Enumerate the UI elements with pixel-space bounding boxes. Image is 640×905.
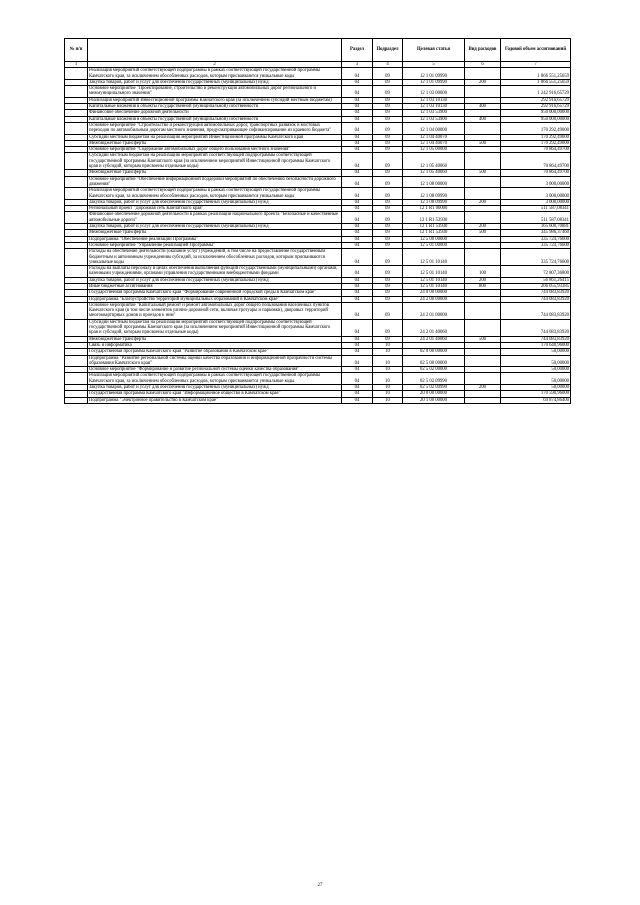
cell-name: Государственная программа Камчатского края "Развитие образования в Камчатском крае" xyxy=(88,349,342,355)
cell-target: 12 1 05 40060 xyxy=(403,153,465,170)
cell-target: 12 1 08 09990 xyxy=(403,199,465,205)
cell-razdel: 04 xyxy=(342,230,373,236)
cell-razdel: 04 xyxy=(342,110,373,116)
cell-vid: 500 xyxy=(465,336,501,342)
column-number: 3 xyxy=(342,62,373,68)
cell-razdel: 04 xyxy=(342,97,373,103)
cell-podrazdel: 09 xyxy=(373,283,403,289)
column-number: 7 xyxy=(501,62,571,68)
cell-razdel: 04 xyxy=(342,104,373,110)
cell-podrazdel: 09 xyxy=(373,242,403,248)
cell-amount: 3 000,00000 xyxy=(501,176,571,188)
cell-name: Расходы на выплаты персоналу в целях обеспечения выполнения функций государственными (муниципальными) органами, казенными учреждениями, органами управления государственными внебюджетными фондами xyxy=(88,266,342,278)
cell-vid xyxy=(465,373,501,385)
cell-name: Закупка товаров, работ и услуг для обеспечения государственных (муниципальных) нужд xyxy=(88,79,342,85)
cell-target: 12 1 03 10130 xyxy=(403,104,465,110)
cell-podrazdel: 09 xyxy=(373,147,403,153)
cell-amount: 744 083,83920 xyxy=(501,336,571,342)
cell-podrazdel: 09 xyxy=(373,153,403,170)
cell-podrazdel: 09 xyxy=(373,212,403,224)
budget-sheet xyxy=(64,38,570,404)
cell-amount: 50,00000 xyxy=(501,367,571,373)
cell-target: 02 5 02 09990 xyxy=(403,373,465,385)
table-row xyxy=(65,153,571,170)
column-number: 6 xyxy=(465,62,501,68)
cell-num xyxy=(65,68,88,80)
cell-vid: 400 xyxy=(465,116,501,122)
table-row xyxy=(65,302,571,319)
cell-razdel: 04 xyxy=(342,336,373,342)
cell-amount: 70 864,49700 xyxy=(501,147,571,153)
cell-amount: 3 000,00000 xyxy=(501,188,571,200)
cell-amount: 511 587,08341 xyxy=(501,206,571,212)
cell-vid xyxy=(465,176,501,188)
cell-num xyxy=(65,153,88,170)
cell-razdel: 04 xyxy=(342,290,373,296)
page-number: 27 xyxy=(317,883,323,888)
cell-num xyxy=(65,373,88,385)
cell-target: 02 0 00 00000 xyxy=(403,349,465,355)
cell-name: Закупка товаров, работ и услуг для обеспечения государственных (муниципальных) нужд xyxy=(88,224,342,230)
cell-name: Иные бюджетные ассигнования xyxy=(88,283,342,289)
cell-podrazdel: 10 xyxy=(373,397,403,403)
cell-num xyxy=(65,319,88,336)
cell-target: 12 1 R1 53930 xyxy=(403,224,465,230)
column-number: 1 xyxy=(65,62,88,68)
cell-target: 02 5 02 09990 xyxy=(403,385,465,391)
table-row xyxy=(65,86,571,98)
cell-target: 02 5 02 00000 xyxy=(403,367,465,373)
cell-vid: 200 xyxy=(465,79,501,85)
cell-amount: 170 292,49000 xyxy=(501,134,571,140)
cell-name: Основное мероприятие "Формирование и развитие региональной системы оценки качества образования" xyxy=(88,367,342,373)
column-number: 4 xyxy=(373,62,403,68)
cell-target: 20 0 00 00000 xyxy=(403,391,465,397)
cell-vid xyxy=(465,122,501,134)
cell-target: 24 2 01 40060 xyxy=(403,336,465,342)
cell-target: 24 2 01 00000 xyxy=(403,302,465,319)
cell-target: 12 1 01 09990 xyxy=(403,79,465,85)
table-header-row xyxy=(65,39,571,62)
cell-podrazdel: 10 xyxy=(373,355,403,367)
cell-target: 02 5 00 00000 xyxy=(403,355,465,367)
cell-amount: 744 083,83920 xyxy=(501,319,571,336)
cell-razdel: 04 xyxy=(342,176,373,188)
cell-vid xyxy=(465,86,501,98)
cell-num xyxy=(65,176,88,188)
cell-amount: 170 292,49000 xyxy=(501,140,571,146)
cell-razdel: 04 xyxy=(342,140,373,146)
cell-num xyxy=(65,397,88,403)
cell-podrazdel: 10 xyxy=(373,349,403,355)
cell-name: Подпрограмма "Благоустройство территорий муниципальных образований в Камчатском крае" xyxy=(88,296,342,302)
cell-name: Подпрограмма "Электронное правительство в Камчатском крае" xyxy=(88,397,342,403)
table-body xyxy=(65,68,571,404)
cell-razdel: 04 xyxy=(342,242,373,248)
table-row xyxy=(65,188,571,200)
cell-target: 12 1 04 00000 xyxy=(403,122,465,134)
cell-amount: 165 600,70881 xyxy=(501,224,571,230)
cell-target: 12 1 R1 53930 xyxy=(403,212,465,224)
cell-amount: 70 864,49700 xyxy=(501,170,571,176)
cell-amount: 1 866 551,25659 xyxy=(501,79,571,85)
cell-num xyxy=(65,188,88,200)
cell-podrazdel: 10 xyxy=(373,342,403,348)
cell-name: Реализация мероприятий соответствующей подпрограммы в рамках соответствующей государственной программы Камчатского края, за исключением обособленных расходов, которым присваиваются уникальные коды xyxy=(88,68,342,80)
cell-amount: 50,00000 xyxy=(501,385,571,391)
cell-razdel: 04 xyxy=(342,266,373,278)
cell-podrazdel: 10 xyxy=(373,385,403,391)
cell-amount: 170 590,96000 xyxy=(501,391,571,397)
cell-target: 20 1 00 00000 xyxy=(403,397,465,403)
column-number: 2 xyxy=(88,62,342,68)
cell-amount: 50,00000 xyxy=(501,355,571,367)
cell-vid xyxy=(465,212,501,224)
header-razdel: Раздел xyxy=(342,39,373,62)
cell-amount: 292 916,65729 xyxy=(501,97,571,103)
cell-razdel: 04 xyxy=(342,153,373,170)
cell-podrazdel: 09 xyxy=(373,97,403,103)
cell-target: 12 5 01 10140 xyxy=(403,266,465,278)
cell-name: Межбюджетные трансферты xyxy=(88,170,342,176)
table-row xyxy=(65,212,571,224)
cell-num xyxy=(65,266,88,278)
cell-amount: 335 724,76600 xyxy=(501,249,571,266)
cell-amount: 206 055,93385 xyxy=(501,283,571,289)
budget-table xyxy=(64,38,571,404)
cell-podrazdel: 09 xyxy=(373,266,403,278)
cell-podrazdel: 09 xyxy=(373,230,403,236)
cell-name: Основное мероприятие "Капитальный ремонт и ремонт автомобильных дорог общего пользования населенных пунктов Камчатского края (в том числе элементов улично-дорожной сети, включая тротуары и парковки), дворовых территорий многоквартирных домов и проездов к ним" xyxy=(88,302,342,319)
cell-name: Основное мероприятие "Строительство и реконструкция автомобильных дорог, транспортных развязок и мостовых переходов по автомобильным дорогам местного значения, предусматривающее софинансирование из краевого бюджета" xyxy=(88,122,342,134)
cell-target: 12 5 01 10140 xyxy=(403,283,465,289)
cell-razdel: 04 xyxy=(342,79,373,85)
cell-vid: 200 xyxy=(465,385,501,391)
cell-name: Субсидии местным бюджетам на реализацию мероприятий Инвестиционной программы Камчатского края xyxy=(88,134,342,140)
cell-podrazdel: 09 xyxy=(373,290,403,296)
cell-target: 12 1 03 10130 xyxy=(403,97,465,103)
cell-razdel: 04 xyxy=(342,319,373,336)
cell-amount: 335 724,76600 xyxy=(501,236,571,242)
cell-razdel: 04 xyxy=(342,122,373,134)
table-row xyxy=(65,176,571,188)
cell-num xyxy=(65,249,88,266)
cell-target: 12 1 R1 00000 xyxy=(403,206,465,212)
cell-razdel: 04 xyxy=(342,342,373,348)
cell-podrazdel: 09 xyxy=(373,122,403,134)
cell-amount: 1 242 916,65729 xyxy=(501,86,571,98)
cell-num xyxy=(65,212,88,224)
cell-name: Подпрограмма "Обеспечение реализации Программы" xyxy=(88,236,342,242)
cell-name: Субсидии местным бюджетам на реализацию мероприятий соответствующей подпрограммы соответствующей государственной программы Камчатского края (за исключением мероприятий Инвестиционной программы Камчатского края и субсидий, которым присвоены отдельные коды) xyxy=(88,153,342,170)
cell-podrazdel: 10 xyxy=(373,373,403,385)
cell-podrazdel: 09 xyxy=(373,302,403,319)
cell-name: Межбюджетные трансферты xyxy=(88,140,342,146)
cell-num xyxy=(65,122,88,134)
cell-razdel: 04 xyxy=(342,86,373,98)
cell-name: Капитальные вложения в объекты государственной (муниципальной) собственности xyxy=(88,104,342,110)
cell-amount: 292 916,65729 xyxy=(501,104,571,110)
table-row xyxy=(65,397,571,403)
cell-razdel: 04 xyxy=(342,397,373,403)
cell-target: 12 5 01 10140 xyxy=(403,277,465,283)
cell-target: 12 1 04 40070 xyxy=(403,140,465,146)
cell-razdel: 04 xyxy=(342,391,373,397)
cell-amount: 1 866 551,25659 xyxy=(501,68,571,80)
cell-target: 12 1 03 00000 xyxy=(403,86,465,98)
cell-name: Субсидии местным бюджетам на реализацию мероприятий соответствующей подпрограммы соответствующей государственной программы Камчатского края (за исключением мероприятий Инвестиционной программы Камчатского края и субсидий, которым присвоены отдельные коды) xyxy=(88,319,342,336)
header-target: Целевая статья xyxy=(403,39,465,62)
cell-razdel: 04 xyxy=(342,236,373,242)
cell-name: Подпрограмма "Развитие региональной системы оценки качества образования и информационной прозрачности системы образования Камчатского края" xyxy=(88,355,342,367)
cell-podrazdel: 09 xyxy=(373,336,403,342)
cell-target: 12 1 01 09990 xyxy=(403,68,465,80)
cell-razdel: 04 xyxy=(342,224,373,230)
cell-vid xyxy=(465,153,501,170)
cell-vid: 500 xyxy=(465,230,501,236)
cell-amount: 56 861,26415 xyxy=(501,277,571,283)
cell-amount: 950 000,00000 xyxy=(501,116,571,122)
cell-razdel: 04 xyxy=(342,302,373,319)
cell-target: 12 1 08 09990 xyxy=(403,188,465,200)
cell-podrazdel: 09 xyxy=(373,249,403,266)
cell-razdel: 04 xyxy=(342,147,373,153)
cell-razdel: 04 xyxy=(342,212,373,224)
cell-amount: 170 640,96000 xyxy=(501,342,571,348)
cell-vid: 100 xyxy=(465,266,501,278)
cell-razdel: 04 xyxy=(342,277,373,283)
cell-amount: 950 000,00000 xyxy=(501,110,571,116)
cell-podrazdel: 09 xyxy=(373,134,403,140)
cell-vid: 500 xyxy=(465,170,501,176)
cell-target: 24 2 01 40060 xyxy=(403,319,465,336)
cell-podrazdel: 09 xyxy=(373,104,403,110)
cell-target: 12 1 03 53900 xyxy=(403,110,465,116)
cell-podrazdel: 09 xyxy=(373,199,403,205)
cell-name: Основное мероприятие "Проектирование, строительство и реконструкция автомобильных дорог регионального и межмуниципального значения" xyxy=(88,86,342,98)
cell-razdel: 04 xyxy=(342,249,373,266)
cell-target: 24 2 00 00000 xyxy=(403,296,465,302)
cell-podrazdel: 09 xyxy=(373,277,403,283)
cell-amount: 511 587,08341 xyxy=(501,212,571,224)
cell-podrazdel: 09 xyxy=(373,206,403,212)
cell-razdel: 04 xyxy=(342,199,373,205)
cell-podrazdel: 09 xyxy=(373,176,403,188)
cell-razdel: 04 xyxy=(342,355,373,367)
cell-name: Основное мероприятие "Управление реализацией Программы" xyxy=(88,242,342,248)
cell-num xyxy=(65,302,88,319)
cell-podrazdel: 09 xyxy=(373,224,403,230)
cell-target: 12 5 01 10140 xyxy=(403,249,465,266)
cell-num xyxy=(65,355,88,367)
cell-target: 12 1 03 53900 xyxy=(403,116,465,122)
cell-name: Реализация мероприятий соответствующей подпрограммы в рамках соответствующей государственной программы Камчатского края, за исключением обособленных расходов, которым присваиваются уникальные коды xyxy=(88,188,342,200)
table-row xyxy=(65,373,571,385)
header-name xyxy=(88,39,342,62)
header-vid: Вид расходов xyxy=(465,39,501,62)
cell-amount: 3 000,00000 xyxy=(501,199,571,205)
cell-name: Закупка товаров, работ и услуг для обеспечения государственных (муниципальных) нужд xyxy=(88,385,342,391)
header-amount: Годовой объем ассигнований xyxy=(501,39,571,62)
cell-podrazdel: 10 xyxy=(373,391,403,397)
cell-target: 12 1 08 00000 xyxy=(403,176,465,188)
cell-name: Финансовое обеспечение дорожной деятельности xyxy=(88,110,342,116)
cell-name: Закупка товаров, работ и услуг для обеспечения государственных (муниципальных) нужд xyxy=(88,199,342,205)
cell-vid xyxy=(465,188,501,200)
cell-amount: 69 874,86400 xyxy=(501,397,571,403)
cell-vid: 400 xyxy=(465,104,501,110)
cell-razdel: 04 xyxy=(342,188,373,200)
cell-num xyxy=(65,86,88,98)
cell-podrazdel: 09 xyxy=(373,170,403,176)
cell-name: Региональный проект "Дорожная сеть Камчатского края" xyxy=(88,206,342,212)
cell-name: Государственная программа Камчатского края "Формирование современной городской среды в Камчатском крае" xyxy=(88,290,342,296)
cell-vid xyxy=(465,302,501,319)
cell-podrazdel: 09 xyxy=(373,116,403,122)
table-row xyxy=(65,68,571,80)
cell-amount: 72 807,36800 xyxy=(501,266,571,278)
cell-target: 12 1 05 00000 xyxy=(403,147,465,153)
cell-target: 24 0 00 00000 xyxy=(403,290,465,296)
column-number: 5 xyxy=(403,62,465,68)
cell-razdel: 04 xyxy=(342,373,373,385)
cell-razdel: 04 xyxy=(342,134,373,140)
cell-podrazdel: 09 xyxy=(373,319,403,336)
cell-name: Расходы на обеспечение деятельности (оказание услуг) учреждений, в том числе на предоставление государственным бюджетным и автономным учреждениям субсидий, за исключением обособленных расходов, которым присваиваются уникальные коды xyxy=(88,249,342,266)
cell-name: Реализация мероприятий Инвестиционной программы Камчатского края (за исключением субсидий местным бюджетам) xyxy=(88,97,342,103)
header-num: № п/п xyxy=(65,39,88,62)
cell-vid xyxy=(465,68,501,80)
cell-razdel: 04 xyxy=(342,68,373,80)
cell-amount: 70 864,49700 xyxy=(501,153,571,170)
cell-vid: 200 xyxy=(465,277,501,283)
cell-vid xyxy=(465,355,501,367)
cell-name: Связь и информатика xyxy=(88,342,342,348)
cell-podrazdel: 09 xyxy=(373,68,403,80)
cell-vid xyxy=(465,249,501,266)
cell-name: Межбюджетные трансферты xyxy=(88,336,342,342)
cell-razdel: 04 xyxy=(342,296,373,302)
cell-name: Реализация мероприятий соответствующей подпрограммы в рамках соответствующей государственной программы Камчатского края, за исключением обособленных расходов, которым присваиваются уникальные коды xyxy=(88,373,342,385)
cell-amount: 170 292,49000 xyxy=(501,122,571,134)
cell-name: Основное мероприятие "Обеспечение информационной поддержки мероприятий по обеспечению безопасности дорожного движения" xyxy=(88,176,342,188)
cell-podrazdel: 09 xyxy=(373,86,403,98)
cell-amount: 744 083,83920 xyxy=(501,290,571,296)
cell-name: Капитальные вложения в объекты государственной (муниципальной) собственности xyxy=(88,116,342,122)
cell-amount: 50,00000 xyxy=(501,349,571,355)
cell-amount: 335 724,76600 xyxy=(501,242,571,248)
cell-razdel: 04 xyxy=(342,385,373,391)
cell-razdel: 04 xyxy=(342,116,373,122)
cell-podrazdel: 09 xyxy=(373,296,403,302)
cell-podrazdel: 09 xyxy=(373,79,403,85)
cell-vid: 800 xyxy=(465,283,501,289)
table-row xyxy=(65,319,571,336)
cell-amount: 744 083,83920 xyxy=(501,302,571,319)
cell-podrazdel: 09 xyxy=(373,110,403,116)
cell-target: 12 1 05 40060 xyxy=(403,170,465,176)
cell-razdel: 04 xyxy=(342,283,373,289)
cell-amount: 345 986,37460 xyxy=(501,230,571,236)
cell-vid: 200 xyxy=(465,224,501,230)
cell-target: 12 1 R1 53930 xyxy=(403,230,465,236)
cell-name: Государственная программа Камчатского края "Информационное общество в Камчатском крае" xyxy=(88,391,342,397)
cell-razdel: 04 xyxy=(342,206,373,212)
cell-razdel: 04 xyxy=(342,367,373,373)
header-podrazdel: Подраздел xyxy=(373,39,403,62)
cell-podrazdel: 09 xyxy=(373,140,403,146)
cell-vid: 200 xyxy=(465,199,501,205)
cell-podrazdel: 09 xyxy=(373,188,403,200)
cell-razdel: 04 xyxy=(342,349,373,355)
cell-target: 12 1 04 40070 xyxy=(403,134,465,140)
cell-name: Межбюджетные трансферты xyxy=(88,230,342,236)
cell-amount: 50,00000 xyxy=(501,373,571,385)
cell-target: 12 5 00 00000 xyxy=(403,236,465,242)
cell-vid xyxy=(465,319,501,336)
cell-podrazdel: 10 xyxy=(373,367,403,373)
cell-podrazdel: 09 xyxy=(373,236,403,242)
cell-name: Финансовое обеспечение дорожной деятельности в рамках реализации национального проекта "Безопасные и качественные автомобильные дороги" xyxy=(88,212,342,224)
cell-name: Основное мероприятие "Содержание автомобильных дорог общего пользования местного значения" xyxy=(88,147,342,153)
table-row xyxy=(65,249,571,266)
cell-name: Закупка товаров, работ и услуг для обеспечения государственных (муниципальных) нужд xyxy=(88,277,342,283)
cell-razdel: 04 xyxy=(342,170,373,176)
table-row xyxy=(65,266,571,278)
cell-vid: 500 xyxy=(465,140,501,146)
cell-vid xyxy=(465,397,501,403)
table-row xyxy=(65,122,571,134)
cell-amount: 744 083,83920 xyxy=(501,296,571,302)
table-row xyxy=(65,355,571,367)
cell-target: 12 5 01 00000 xyxy=(403,242,465,248)
